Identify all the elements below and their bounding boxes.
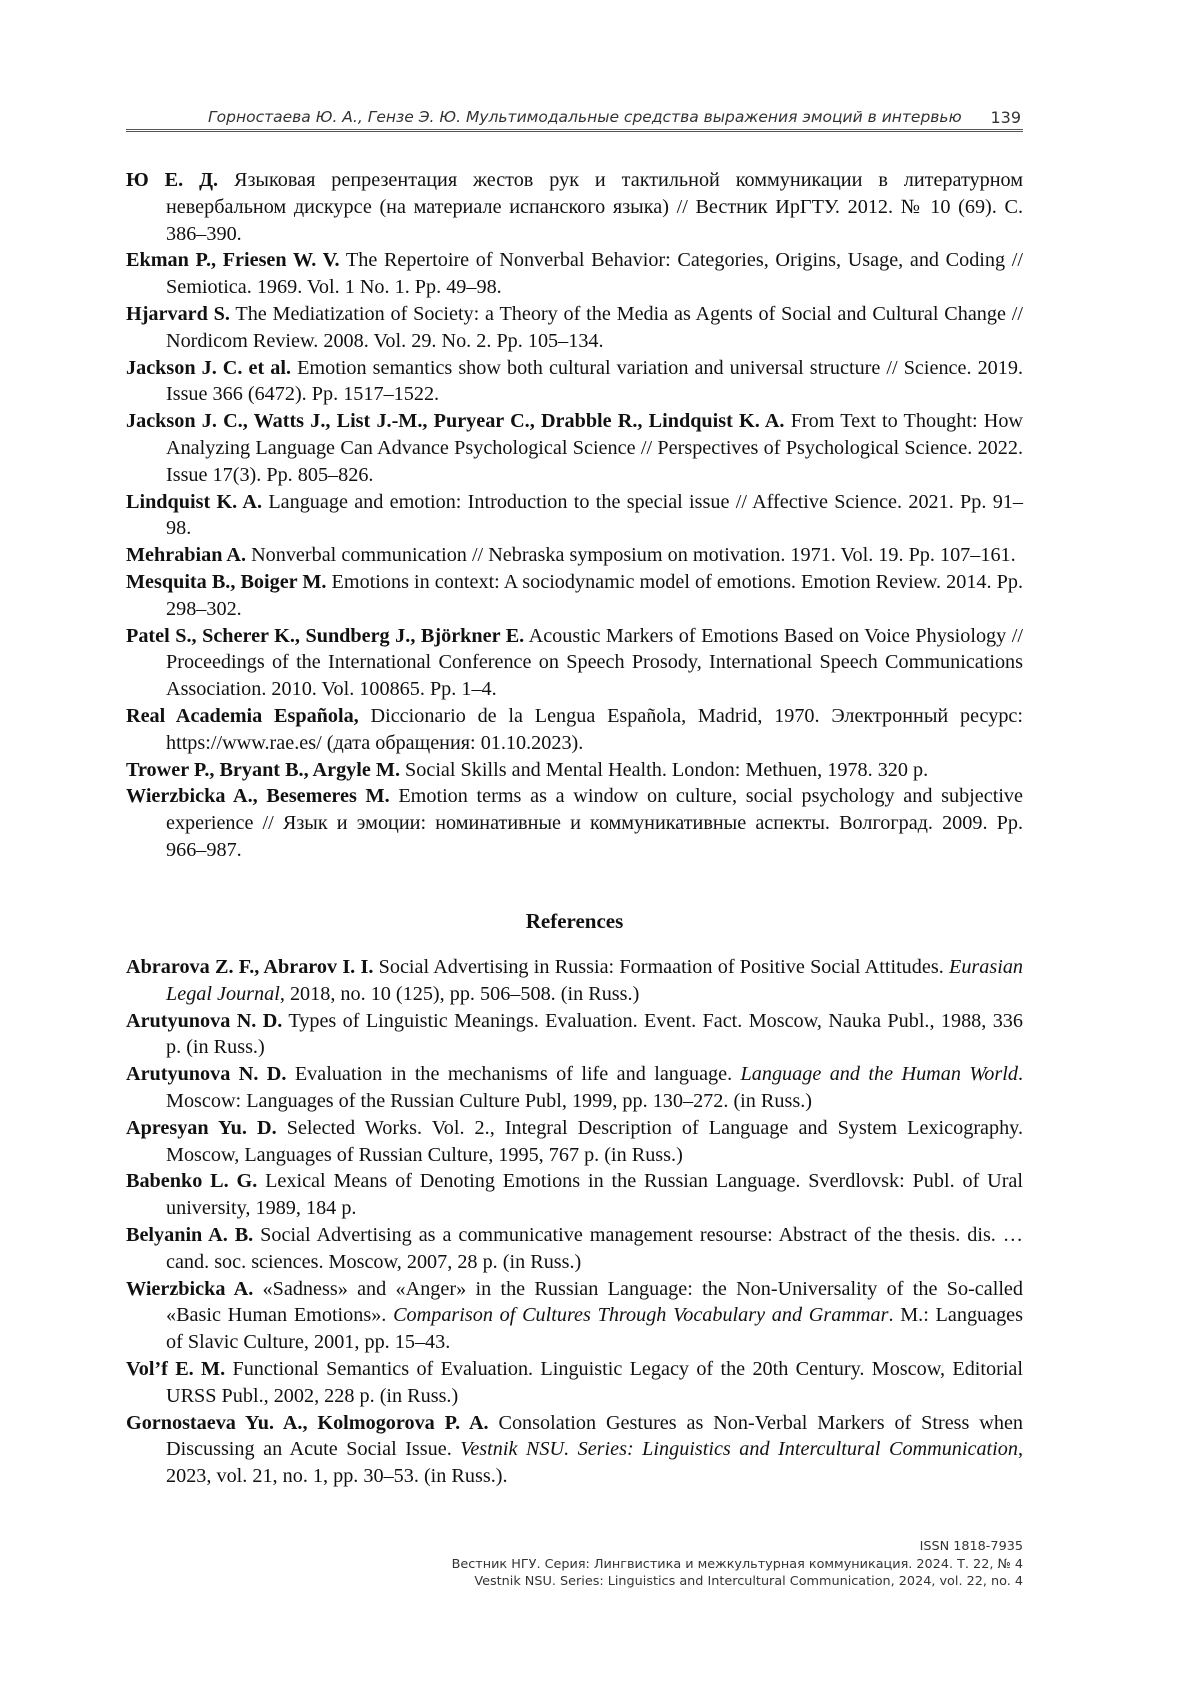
reference-text: From Text to Thought: How Analyzing Language Can Advance Psychological Science // Perspectives of Psychological Science. 2022. Issue 17(3). Pp. 805–826. [166,410,1024,486]
reference-text: Diccionario de la Lengua Española, Madrid, 1970. Электронный ресурс: https://www.rae.es/ (дата обращения: 01.10.2023). [166,704,1023,754]
page-header [126,108,1023,132]
reference-entry [126,1410,1023,1490]
reference-text: Social Skills and Mental Health. London: Methuen, 1978. 320 p. [405,758,929,781]
reference-entry [126,757,1023,784]
reference-text: Emotion terms as a window on culture, social psychology and subjective experience // Язык и эмоции: номинативные и коммуникативные аспекты. Волгоград. 2009. Pp. 966–987. [166,785,1023,861]
page-footer [452,1538,1023,1591]
reference-authors: Wierzbicka A. [126,1277,254,1300]
reference-text: Consolation Gestures as Non-Verbal Markers of Stress when Discussing an Acute Social Issue. [166,1411,1024,1461]
reference-text: Acoustic Markers of Emotions Based on Voice Physiology // Proceedings of the International Conference on Speech Prosody, International Speech Communications Association. 2010. Vol. 100865. Pp. 1–4. [166,624,1023,701]
reference-authors: Arutyunova N. D. [126,1009,283,1032]
reference-entry [126,1356,1023,1410]
page-number: 139 [990,108,1021,127]
reference-text: Языковая репрезентация жестов рук и тактильной коммуникации в литературном невербальном дискурсе (на материале испанского языка) // Вестник ИрГТУ. 2012. № 10 (69). С. 386–390. [166,169,1023,245]
reference-text: Social Advertising as a communicative management resourse: Abstract of the thesis. dis. … cand. soc. sciences. Moscow, 2007, 28 p. (in Russ.) [166,1223,1023,1273]
reference-entry [126,542,1023,569]
reference-text: Emotion semantics show both cultural variation and universal structure // Science. 2019. Issue 366 (6472). Pp. 1517–1522. [166,356,1023,406]
reference-list-russian [126,167,1023,864]
reference-authors: Apresyan Yu. D. [126,1116,277,1139]
reference-source-italic: Vestnik NSU. Series: Linguistics and Intercultural Communication [460,1438,1018,1461]
reference-entry [126,247,1023,301]
reference-text: The Repertoire of Nonverbal Behavior: Categories, Origins, Usage, and Coding // Semiotica. 1969. Vol. 1 No. 1. Pp. 49–98. [166,249,1023,299]
reference-authors: Ю Е. Д. [126,169,219,191]
reference-authors: Real Academia Española, [126,704,359,727]
reference-entry [126,1222,1023,1276]
reference-list-english [126,954,1023,1490]
reference-entry [126,167,1023,247]
references-heading: References [525,909,624,933]
running-title: Горностаева Ю. А., Гензе Э. Ю. Мультимодальные средства выражения эмоций в интервью [208,108,962,126]
reference-text: . Moscow: Languages of the Russian Culture Publ, 1999, pp. 130–272. (in Russ.) [166,1063,1024,1112]
reference-authors: Mehrabian A. [126,544,247,567]
reference-authors: Wierzbicka A., Besemeres M. [126,785,390,808]
reference-text: The Mediatization of Society: a Theory of the Media as Agents of Social and Cultural Change // Nordicom Review. 2008. Vol. 29. No. 2. Pp. 105–134. [166,302,1023,352]
reference-authors: Jackson J. C. et al. [126,356,291,379]
reference-authors: Babenko L. G. [126,1170,258,1193]
reference-entry [126,408,1023,488]
reference-entry [126,703,1023,757]
reference-entry [126,355,1023,409]
reference-authors: Jackson J. C., Watts J., List J.-M., Puryear C., Drabble R., Lindquist K. A. [126,410,785,433]
reference-entry [126,569,1023,623]
reference-text: Types of Linguistic Meanings. Evaluation. Event. Fact. Moscow, Nauka Publ., 1988, 336 p. (in Russ.) [166,1009,1023,1059]
reference-authors: Gornostaeva Yu. A., Kolmogorova P. A. [126,1411,489,1434]
reference-text: Language and emotion: Introduction to the special issue // Affective Science. 2021. Pp. 91–98. [166,490,1023,540]
reference-authors: Belyanin A. B. [126,1223,254,1246]
reference-authors: Vol’f E. M. [126,1357,226,1380]
reference-text: Emotions in context: A sociodynamic model of emotions. Emotion Review. 2014. Pp. 298–302. [166,570,1023,620]
reference-entry [126,301,1023,355]
issn: ISSN 1818-7935 [919,1539,1023,1554]
reference-entry [126,1008,1023,1062]
reference-text: Evaluation in the mechanisms of life and language. [294,1063,741,1086]
reference-text: «Sadness» and «Anger» in the Russian Language: the Non-Universality of the So-called «Basic Human Emotions». [166,1277,1023,1327]
reference-source-italic: Language and the Human World [740,1063,1018,1086]
reference-authors: Ekman P., Friesen W. V. [126,249,340,272]
reference-authors: Lindquist K. A. [126,490,263,513]
reference-entry [126,489,1023,543]
reference-text: , 2018, no. 10 (125), pp. 506–508. (in Russ.) [279,982,640,1005]
reference-authors: Arutyunova N. D. [126,1063,287,1086]
reference-text: Nonverbal communication // Nebraska symposium on motivation. 1971. Vol. 19. Pp. 107–161. [251,544,1016,567]
reference-authors: Mesquita B., Boiger M. [126,570,327,593]
reference-text: Functional Semantics of Evaluation. Linguistic Legacy of the 20th Century. Moscow, Editorial URSS Publ., 2002, 228 p. (in Russ.) [166,1357,1023,1407]
reference-entry [126,783,1023,863]
reference-text: Lexical Means of Denoting Emotions in the Russian Language. Sverdlovsk: Publ. of Ural university, 1989, 184 p. [166,1170,1024,1220]
reference-entry [126,954,1023,1008]
reference-entry [126,1115,1023,1169]
reference-text: Social Advertising in Russia: Formaation of Positive Social Attitudes. [378,956,949,978]
reference-source-italic: Eurasian Legal Journal [166,956,1024,1005]
journal-title-english: Vestnik NSU. Series: Linguistics and Intercultural Communication, 2024, vol. 22, no. 4 [474,1574,1023,1589]
reference-source-italic: Comparison of Cultures Through Vocabulary and Grammar [393,1304,889,1327]
reference-text: . M.: Languages of Slavic Culture, 2001, pp. 15–43. [166,1304,1024,1354]
reference-entry [126,1061,1023,1115]
journal-title-russian: Вестник НГУ. Серия: Лингвистика и межкультурная коммуникация. 2024. Т. 22, № 4 [451,1556,1023,1572]
reference-entry [126,1168,1023,1222]
reference-authors: Hjarvard S. [126,302,230,325]
reference-authors: Abrarova Z. F., Abrarov I. I. [126,956,374,978]
reference-text: , 2023, vol. 21, no. 1, pp. 30–53. (in Russ.). [166,1438,1023,1488]
reference-authors: Trower P., Bryant B., Argyle M. [126,758,400,781]
reference-authors: Patel S., Scherer K., Sundberg J., Björkner E. [126,624,525,647]
reference-entry [126,1276,1023,1356]
reference-text: Selected Works. Vol. 2., Integral Description of Language and System Lexicography. Moscow, Languages of Russian Culture, 1995, 767 p. (in Russ.) [166,1116,1024,1166]
reference-entry [126,623,1023,703]
